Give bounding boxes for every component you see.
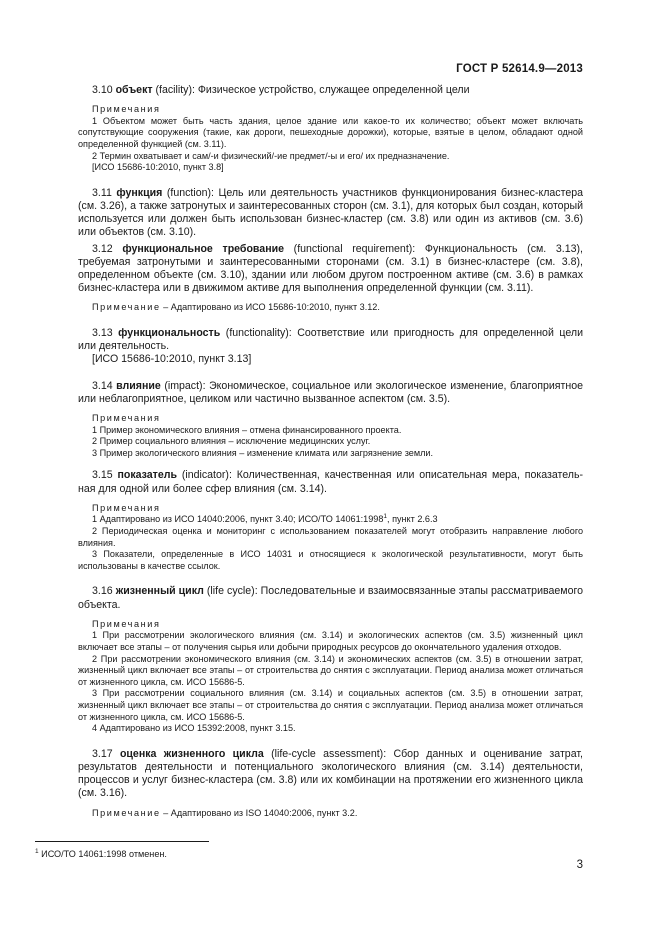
- footnote-marker: 1: [35, 847, 39, 855]
- note: 2 Термин охватывает и сам/-и физический/-ие предмет/-ы и его/ их предназначение.: [92, 150, 450, 161]
- term-3-15: [78, 469, 583, 495]
- term-number: 3.10: [92, 84, 113, 96]
- term-name: показатель: [117, 469, 178, 482]
- term-number: 3.16: [92, 585, 113, 598]
- document-body: [78, 84, 583, 819]
- term-definition: (functionality): Соответствие или пригодность для определенной цели или деятельность.: [78, 326, 583, 353]
- term-number: 3.17: [92, 747, 113, 760]
- source-reference: [ИСО 15686-10:2010, пункт 3.8]: [92, 162, 224, 173]
- footnote-text: ИСО/ТО 14061:1998 отменен.: [38, 849, 167, 859]
- term-number: 3.14: [92, 379, 113, 392]
- note: 3 Показатели, определенные в ИСО 14031 и относящиеся к экологической результативности, могут быть использованы в качестве ссылок.: [78, 549, 583, 571]
- note: 1 Объектом может быть часть здания, целое здание или какое-то их количество; объект может включать сопутствующие сооружения (такие, как дороги, пешеходные дорожки), которые, взятые в целом, обладают одной определенной функцией (см. 3.11).: [78, 115, 583, 149]
- term-3-13: [78, 327, 583, 353]
- term-definition: (function): Цель или деятельность участников функционирования бизнес-кластера (см. 3.26), а также затронутых и заинтересованных сторон (см. 3.1), для которых был создан, который используется или должен быть использован бизнес-кластер (см. 3.8) или один из активов (см. 3.6) или объектов (см. 3.10).: [78, 186, 584, 239]
- term-3-14: [78, 380, 583, 406]
- term-definition: (functional requirement): Функциональность (см. 3.13), требуемая затронутыми и заинтересованными сторонами (см. 3.1) в бизнес-кластере (см. 3.8), определенном объекте (см. 3.10), здании или любом другом построенном активе (см. 3.6) в рамках бизнес-кластера или в движимом активе для выполнения определенной функции (см. 3.11).: [78, 242, 583, 295]
- term-definition: (life-cycle assessment): Сбор данных и оценивание затрат, результатов деятельности и потенциального экологического влияния (см. 3.14) деятельности, процессов и услуг бизнес-кластера (см. 3.8) или их комбинации на протяжении его жизненного цикла (см. 3.16).: [78, 747, 583, 800]
- term-3-12: [78, 243, 583, 296]
- note: 2 Пример социального влияния – исключение медицинских услуг.: [92, 436, 371, 447]
- standard-header: ГОСТ Р 52614.9—2013: [456, 63, 583, 75]
- note: [78, 302, 583, 314]
- note: 1 При рассмотрении экологического влияния (см. 3.14) и экологических аспектов (см. 3.5) жизненный цикл включает все этапы – от получения сырья или добычи природных ресурсов до окончательного удаления отходов.: [78, 630, 583, 652]
- note: 3 При рассмотрении социального влияния (см. 3.14) и социальных аспектов (см. 3.5) в отношении затрат, жизненный цикл включает все этапы – от строительства до снятия с эксплуатации. Период анализа может отличаться от жизненного цикла, см. ИСО 15686-5.: [78, 688, 583, 722]
- term-name: функциональность: [118, 326, 221, 339]
- note: 3 Пример экологического влияния – изменение климата или загрязнение земли.: [92, 447, 434, 458]
- term-number: 3.11: [92, 186, 112, 199]
- notes-heading: Примечания: [92, 618, 161, 629]
- note: [78, 514, 583, 526]
- note-label: Примечание: [92, 807, 161, 818]
- footnote-ref[interactable]: 1: [383, 513, 388, 521]
- term-number: 3.13: [92, 326, 113, 339]
- term-definition: (indicator): Количественная, качественная или описательная мера, показатель-ная для одной или более сфер влияния (см. 3.14).: [78, 469, 584, 495]
- note: 4 Адаптировано из ИСО 15392:2008, пункт 3.15.: [92, 723, 296, 734]
- term-3-11: [78, 187, 583, 240]
- term-definition: (impact): Экономическое, социальное или экологическое изменение, благоприятное или неблагоприятное, целиком или частично вызванное аспектом (см. 3.5).: [78, 379, 583, 405]
- note-text: – Адаптировано из ИСО 15686-10:2010, пункт 3.12.: [160, 302, 380, 313]
- footnote-divider: [35, 841, 209, 842]
- notes-heading: Примечания: [92, 104, 161, 115]
- term-definition: (facility): Физическое устройство, служащее определенной цели: [152, 84, 470, 96]
- notes-heading: Примечания: [92, 502, 161, 513]
- term-3-17: [78, 748, 583, 801]
- page-number: 3: [576, 859, 583, 871]
- note-text: – Адаптировано из ISO 14040:2006, пункт 3.2.: [160, 807, 358, 818]
- term-3-10: [78, 84, 583, 97]
- term-name: влияние: [116, 379, 161, 392]
- notes-heading: Примечания: [92, 413, 161, 423]
- term-name: функциональное требование: [122, 242, 284, 255]
- term-name: жизненный цикл: [115, 585, 204, 598]
- term-name: объект: [115, 84, 153, 96]
- note: 2 При рассмотрении экономического влияния (см. 3.14) и экономических аспектов (см. 3.5) в отношении затрат, жизненный цикл включает все этапы – от строительства до снятия с эксплуатации. Период анализа может отличаться от жизненного цикла, см. ИСО 15686-5.: [78, 653, 583, 687]
- term-name: функция: [116, 186, 163, 199]
- term-definition: (life cycle): Последовательные и взаимосвязанные этапы рассматриваемого объекта.: [78, 585, 583, 611]
- note-text: , пункт 2.6.3: [387, 514, 438, 525]
- note-text: 1 Адаптировано из ИСО 14040:2006, пункт 3.40; ИСО/ТО 14061:1998: [92, 514, 384, 525]
- footnote: [35, 849, 167, 860]
- term-number: 3.15: [92, 469, 113, 482]
- source-reference: [ИСО 15686-10:2010, пункт 3.13]: [92, 353, 252, 366]
- note-label: Примечание: [92, 302, 161, 313]
- term-name: оценка жизненного цикла: [119, 747, 264, 760]
- note: 2 Периодическая оценка и мониторинг с использованием показателей могут отобразить направление любого влияния.: [78, 525, 583, 548]
- term-3-16: [78, 585, 583, 611]
- term-number: 3.12: [92, 242, 113, 255]
- note: 1 Пример экономического влияния – отмена финансированного проекта.: [92, 424, 402, 435]
- note: [78, 808, 583, 820]
